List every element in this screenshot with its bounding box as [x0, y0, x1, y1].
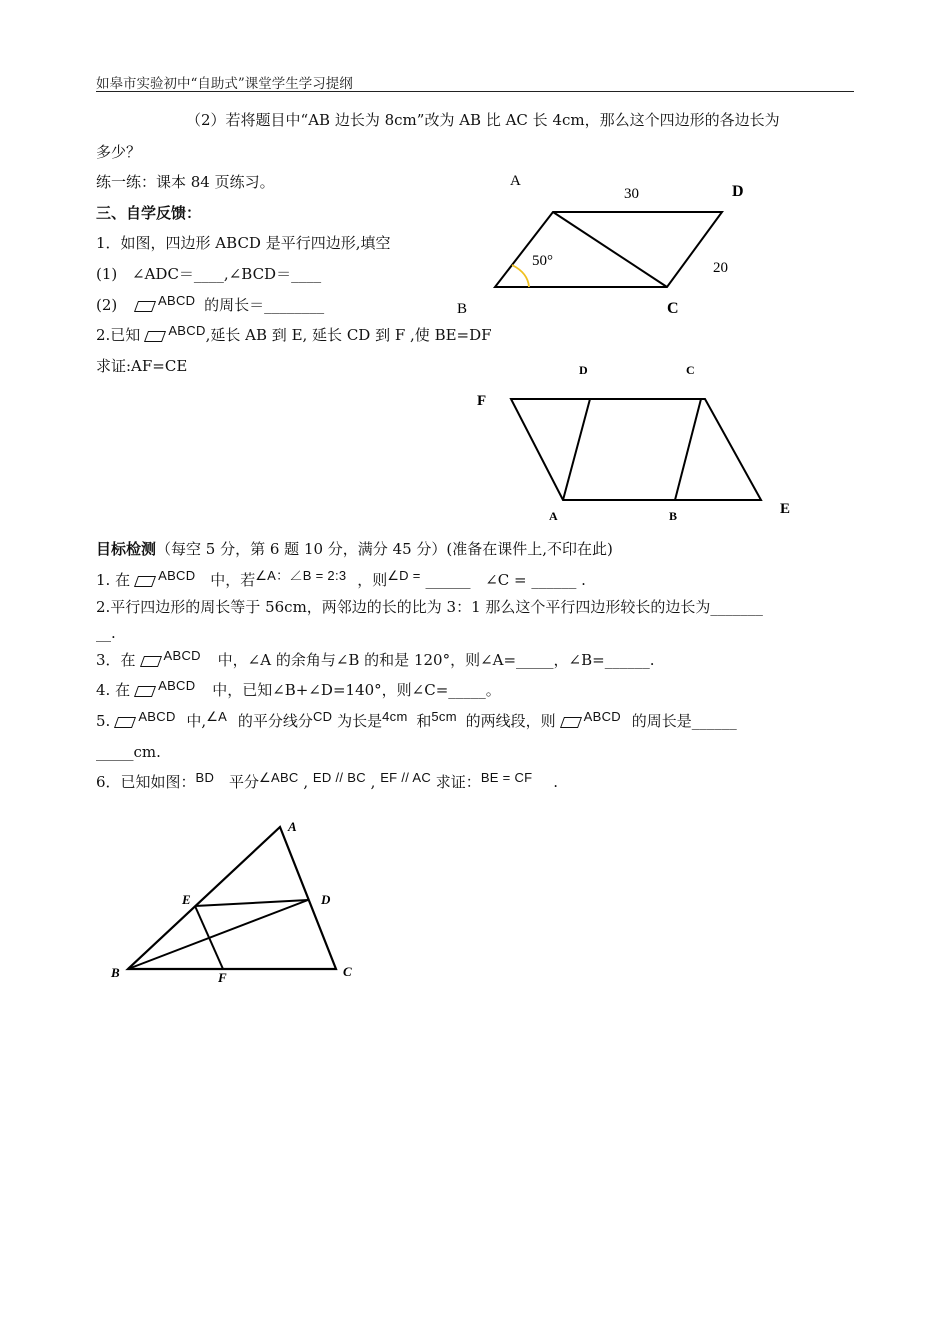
- target-q6: 6．已知如图：BD 平分∠ABC , ED // BC , EF // AC 求证：BE = CF .: [96, 770, 558, 791]
- t5-mid2: 的平分线分: [237, 712, 313, 730]
- fig1-label-angle: 50°: [532, 253, 553, 269]
- t6-bd: BD: [195, 770, 215, 785]
- t5-mid3: 为长是: [337, 712, 383, 730]
- feedback1-part2: [96, 295, 324, 316]
- t3-prefix: 3．在: [96, 651, 136, 669]
- t5-cd: CD: [312, 709, 333, 724]
- t5-len1: 4cm: [382, 709, 408, 724]
- t5-and: 和: [416, 712, 432, 730]
- feedback1-part2-text: 的周长＝________: [204, 296, 325, 314]
- target-q5-line2: _____cm.: [96, 743, 161, 761]
- feedback2-prove: 求证:AF=CE: [96, 357, 188, 375]
- feedback2-statement: [96, 325, 492, 346]
- fig1-diagonal: [553, 212, 667, 287]
- fig3-label-c: C: [343, 964, 352, 979]
- feedback1-part1-number: (1): [96, 265, 118, 283]
- t1-then: ，则: [357, 571, 388, 589]
- t1-mid: 中，若: [210, 571, 256, 589]
- abcd-label: ABCD: [163, 648, 201, 663]
- abcd-label: ABCD: [583, 709, 621, 724]
- t1-blank1: ______: [425, 571, 471, 589]
- fig1-label-c: C: [667, 300, 679, 317]
- target-q5: [96, 711, 737, 732]
- t6-abc: ∠ABC: [259, 770, 299, 785]
- t1-angle-d: ∠D =: [387, 568, 421, 583]
- t6-prefix: 6．已知如图：: [96, 773, 196, 791]
- t6-end: .: [553, 773, 558, 791]
- fig1-label-b: B: [457, 301, 468, 317]
- parallelogram-icon: [560, 717, 582, 728]
- t1-ratio: ∠A：∠B = 2:3: [255, 568, 347, 583]
- fig1-label-right: 20: [713, 260, 728, 276]
- t5-len2: 5cm: [431, 709, 457, 724]
- fig3-label-d: D: [321, 892, 331, 907]
- target-title: 目标检测: [96, 540, 157, 558]
- fig2-label-f: F: [477, 393, 487, 409]
- t5-mid1: 中,: [186, 712, 207, 730]
- t4-text: 中，已知∠B+∠D=140°，则∠C=_____。: [212, 681, 501, 699]
- fig3-label-a: A: [288, 819, 297, 834]
- fig1-label-a: A: [510, 173, 521, 189]
- parallelogram-icon: [114, 717, 136, 728]
- fig2-label-d: D: [579, 363, 588, 377]
- t6-ef: EF // AC: [380, 770, 432, 785]
- t5-prefix: 5.: [96, 712, 111, 730]
- fig3-label-b: B: [111, 965, 120, 980]
- fig2-outline: [511, 399, 761, 500]
- figure2-extension: [470, 355, 800, 535]
- parallelogram-icon: [134, 576, 156, 587]
- target-q2-line1: 2.平行四边形的周长等于 56cm，两邻边的长的比为 3：1 那么这个平行四边形较长的边长为_______: [96, 598, 763, 616]
- t1-angle-c: ∠C = ______ .: [485, 571, 586, 589]
- target-q4: [96, 680, 501, 701]
- fig2-label-b: B: [669, 509, 678, 523]
- parallelogram-icon: [134, 301, 156, 312]
- abcd-label: ABCD: [158, 678, 196, 693]
- fig2-side-bc: [675, 399, 701, 500]
- fig1-label-top: 30: [624, 186, 639, 202]
- fig2-side-ad: [563, 399, 590, 500]
- t5-tail: 的周长是______: [631, 712, 737, 730]
- feedback1-part1-text: ∠ADC＝____,∠BCD＝____: [132, 265, 322, 283]
- target-q3: [96, 650, 654, 671]
- t5-angle: ∠A: [206, 709, 228, 724]
- page-header: 如皋市实验初中“自助式”课堂学生学习提纲: [96, 76, 353, 92]
- fig1-label-d: D: [732, 183, 744, 200]
- abcd-label: ABCD: [158, 568, 196, 583]
- parallelogram-icon: [140, 656, 162, 667]
- fig2-label-e: E: [780, 501, 791, 517]
- t5-mid4: 的两线段，则: [465, 712, 556, 730]
- target-q2-line2: __.: [96, 624, 116, 642]
- feedback2-prefix: 2.已知: [96, 326, 141, 344]
- abcd-label: ABCD: [168, 323, 206, 338]
- parallelogram-icon: [144, 331, 166, 342]
- q2-line2: 多少？: [96, 143, 142, 161]
- fig2-label-c: C: [686, 363, 695, 377]
- figure3-triangle: [105, 812, 365, 992]
- fig3-segment-ed: [195, 900, 308, 906]
- fig3-triangle-outline: [128, 827, 336, 969]
- t6-conclusion: BE = CF: [480, 770, 533, 785]
- t4-prefix: 4. 在: [96, 681, 131, 699]
- abcd-label: ABCD: [138, 709, 176, 724]
- feedback1-part2-number: (2): [96, 296, 118, 314]
- t3-text: 中，∠A 的余角与∠B 的和是 120°，则∠A=_____，∠B=______.: [217, 651, 655, 669]
- feedback2-text: ,延长 AB 到 E, 延长 CD 到 F ,使 BE=DF: [205, 326, 492, 344]
- figure1-parallelogram: [450, 165, 770, 325]
- t6-prove: 求证：: [435, 773, 481, 791]
- fig2-label-a: A: [549, 509, 558, 523]
- fig3-label-e: E: [182, 892, 191, 907]
- parallelogram-icon: [134, 686, 156, 697]
- q2-line1: （2）若将题目中“AB 边长为 8cm”改为 AB 比 AC 长 4cm，那么这个四边形的各边长为: [186, 111, 780, 129]
- section3-title: 三、自学反馈：: [96, 204, 202, 222]
- abcd-label: ABCD: [158, 293, 196, 308]
- header-rule: [96, 91, 854, 92]
- practice-line: 练一练：课本 84 页练习。: [96, 173, 275, 191]
- t1-prefix: 1. 在: [96, 571, 131, 589]
- target-note: （每空 5 分，第 6 题 10 分，满分 45 分）(准备在课件上,不印在此): [156, 540, 613, 558]
- fig1-angle-arc: [512, 265, 529, 287]
- t6-ed: ED // BC: [312, 770, 366, 785]
- t6-bisect: 平分: [229, 773, 260, 791]
- feedback1-part1: [96, 264, 321, 284]
- fig3-label-f: F: [218, 970, 227, 985]
- feedback1-intro: 1．如图，四边形 ABCD 是平行四边形,填空: [96, 234, 391, 252]
- target-q1: [96, 570, 586, 591]
- target-heading: [96, 539, 613, 559]
